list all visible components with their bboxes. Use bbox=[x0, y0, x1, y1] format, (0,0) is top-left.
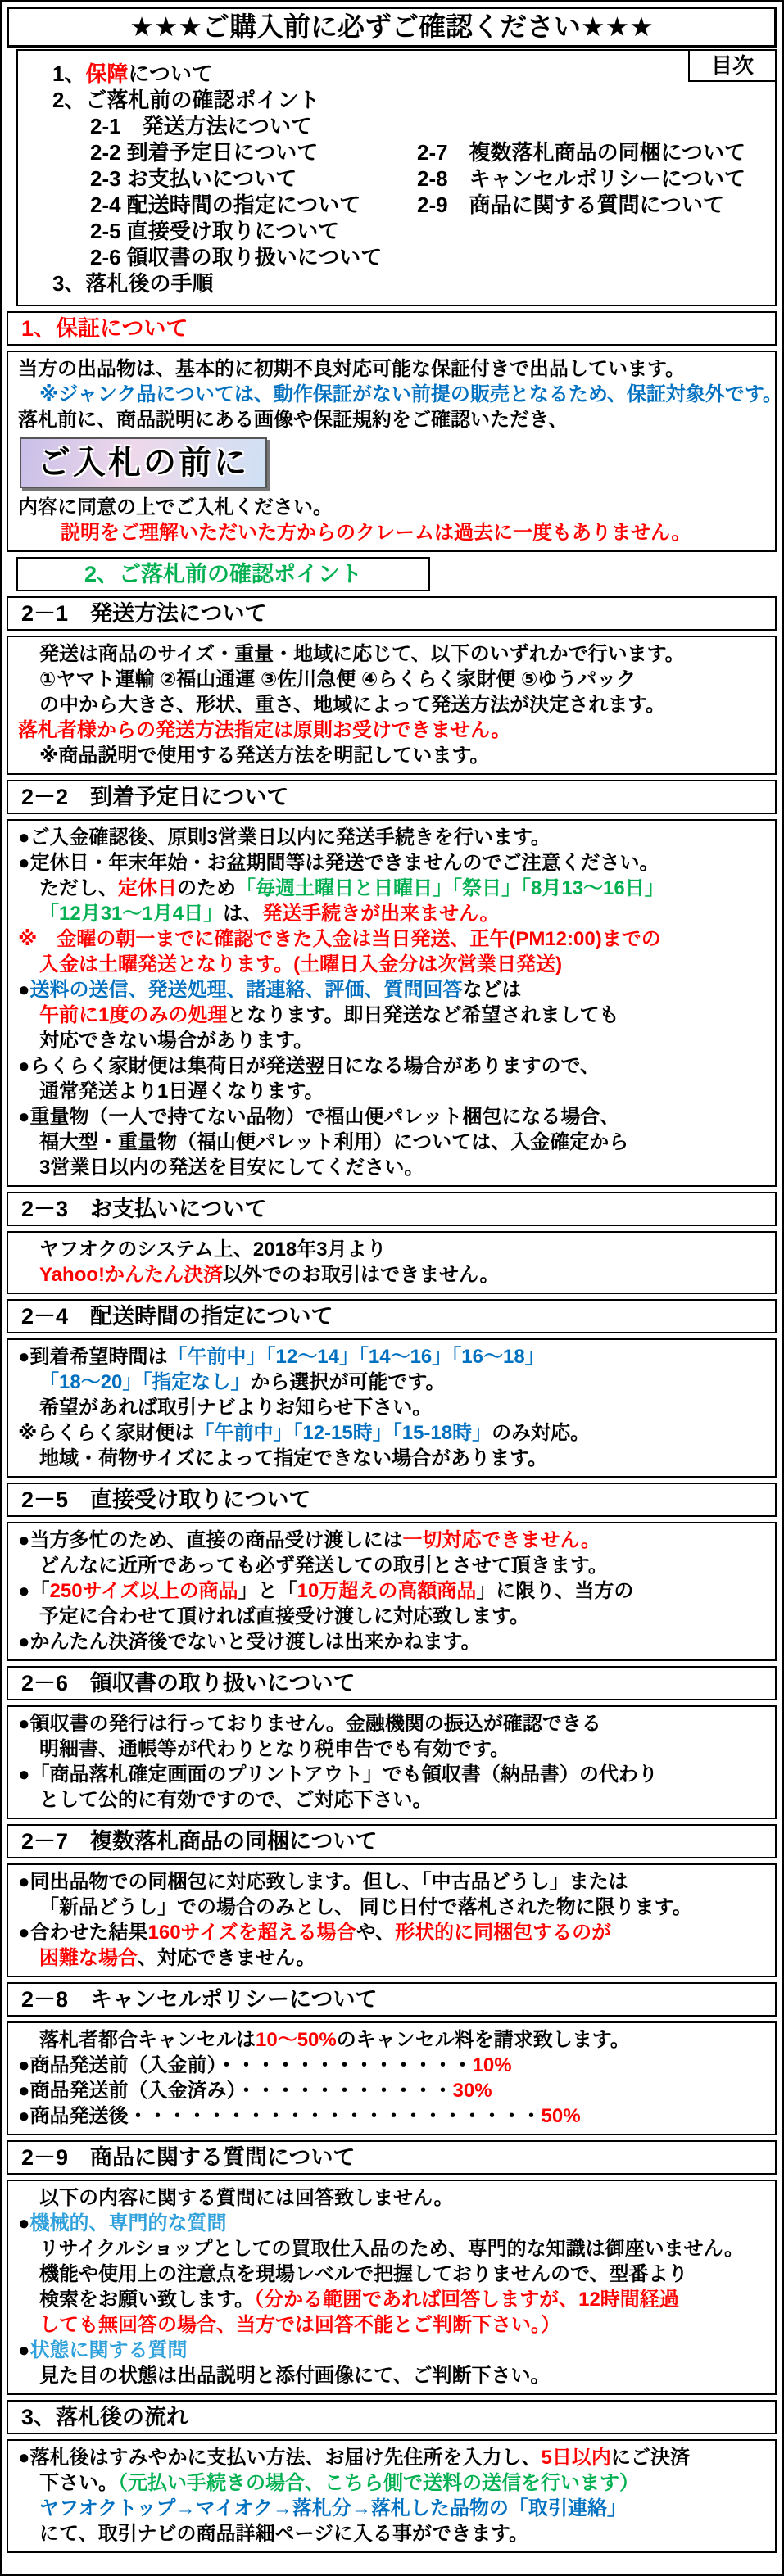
text-segment: 対応できない場合があります。 bbox=[39, 1030, 314, 1052]
text-line bbox=[18, 1762, 768, 1787]
text-line bbox=[18, 876, 768, 901]
text-line bbox=[18, 1344, 768, 1369]
text-line bbox=[18, 1578, 768, 1604]
text-segment: のため bbox=[177, 877, 236, 899]
text-line bbox=[18, 2312, 768, 2338]
text-line bbox=[18, 2261, 768, 2287]
text-line bbox=[18, 520, 768, 546]
text-line bbox=[18, 1420, 768, 1446]
section-body-receipt bbox=[7, 1705, 777, 1819]
section-body-cancel-policy bbox=[7, 2021, 777, 2135]
text-line bbox=[18, 495, 768, 520]
text-segment: しても無回答の場合、当方では回答不能とご判断下さい。） bbox=[39, 2314, 560, 2336]
text-line bbox=[18, 1079, 768, 1104]
text-line bbox=[18, 2445, 768, 2470]
page-title: ★★★ご購入前に必ずご確認ください★★★ bbox=[7, 7, 777, 48]
text-segment: について bbox=[128, 61, 213, 86]
text-segment: 160サイズを超える場合 bbox=[147, 1922, 356, 1944]
text-segment: 5日以内 bbox=[541, 2447, 611, 2469]
text-line bbox=[18, 407, 768, 432]
text-line bbox=[18, 1028, 768, 1053]
section-body-payment bbox=[7, 1231, 777, 1294]
text-line bbox=[52, 87, 767, 113]
text-segment: ● bbox=[18, 2212, 30, 2234]
section-title-questions: 2－9 商品に関する質問について bbox=[7, 2140, 777, 2175]
text-line bbox=[18, 1053, 768, 1079]
text-segment: 機械的、専門的な質問 bbox=[29, 2212, 227, 2234]
text-segment: （分かる範囲であれば回答しますが、12時間経過 bbox=[254, 2289, 679, 2311]
text-segment: （元払い手続きの場合、こちら側で送料の送信を行います） bbox=[118, 2472, 639, 2494]
text-line bbox=[18, 1920, 768, 1945]
text-segment: 落札者様からの発送方法指定は原則お受けできません。 bbox=[18, 719, 511, 741]
text-line bbox=[18, 641, 768, 667]
text-line bbox=[18, 2053, 768, 2078]
text-segment: 下さい。 bbox=[39, 2472, 118, 2494]
text-segment: どんなに近所であっても必ず発送しての取引とさせて頂きます。 bbox=[39, 1555, 608, 1577]
text-segment: 」に限り、当方の bbox=[476, 1580, 634, 1602]
text-line bbox=[18, 2027, 768, 2053]
text-segment: 「12月31～1月4日」 bbox=[39, 903, 224, 925]
text-line bbox=[52, 244, 767, 270]
text-segment: 予定に合わせて頂ければ直接受け渡しに対応致します。 bbox=[39, 1605, 530, 1628]
text-segment: ①ヤマト運輸 ②福山通運 ③佐川急便 ④らくらく家財便 ⑤ゆうパック bbox=[39, 668, 637, 690]
text-line bbox=[52, 218, 767, 244]
text-segment: ●ご入金確認後、原則3営業日以内に発送手続きを行います。 bbox=[18, 826, 551, 849]
text-segment: ※らくらく家財便は bbox=[18, 1422, 195, 1444]
section-title-direct-pickup: 2－5 直接受け取りについて bbox=[7, 1483, 777, 1517]
text-segment: ●商品発送後・・・・・・・・・・・・・・・・・・・・・ bbox=[18, 2105, 542, 2127]
text-line bbox=[18, 926, 768, 952]
text-segment: ● bbox=[18, 2339, 30, 2361]
text-line bbox=[18, 2521, 768, 2547]
text-segment: 検索をお願い致します。 bbox=[39, 2289, 255, 2311]
text-segment: ●領収書の発行は行っておりません。金融機関の振込が確認できる bbox=[18, 1713, 601, 1735]
text-segment: 明細書、通帳等が代わりとなり税申告でも有効です。 bbox=[39, 1738, 510, 1760]
text-segment: 1、 bbox=[52, 61, 86, 86]
text-segment: 「午前中」「12-15時」「15-18時」 bbox=[194, 1422, 492, 1444]
text-segment: ●定休日・年末年始・お盆期間等は発送できませんのでご注意ください。 bbox=[18, 852, 659, 874]
text-line bbox=[18, 1604, 768, 1629]
text-line bbox=[18, 1711, 768, 1736]
text-segment: 状態に関する質問 bbox=[29, 2339, 188, 2361]
section-body-bundling bbox=[7, 1863, 777, 1977]
text-segment: 2-6 領収書の取り扱いについて bbox=[90, 245, 383, 269]
text-line bbox=[18, 901, 768, 926]
text-line bbox=[18, 977, 768, 1003]
text-line bbox=[18, 667, 768, 692]
text-segment: 2-9 商品に関する質問について bbox=[417, 192, 725, 217]
text-line bbox=[18, 2363, 768, 2388]
text-line bbox=[18, 825, 768, 850]
text-segment: ●かんたん決済後でないと受け渡しは出来かねます。 bbox=[18, 1631, 481, 1653]
text-line bbox=[18, 692, 768, 718]
text-line bbox=[18, 2185, 768, 2211]
text-segment: などは bbox=[462, 979, 522, 1001]
text-segment: 困難な場合 bbox=[39, 1947, 138, 1969]
text-line bbox=[18, 1155, 768, 1180]
section-body-shipping-method bbox=[7, 636, 777, 775]
toc-box bbox=[16, 49, 777, 306]
text-segment: ●当方多忙のため、直接の商品受け渡しには bbox=[18, 1529, 403, 1551]
toc-tab-label: 目次 bbox=[688, 49, 777, 82]
text-line bbox=[18, 2496, 768, 2521]
text-line bbox=[52, 139, 767, 165]
text-segment: のみ対応。 bbox=[492, 1422, 591, 1444]
text-segment: にご決済 bbox=[610, 2447, 690, 2469]
text-line bbox=[52, 61, 767, 87]
text-segment: 送料の送信、発送処理、諸連絡、評価、質問回答 bbox=[29, 979, 463, 1001]
text-line bbox=[18, 2211, 768, 2236]
text-line bbox=[18, 356, 768, 382]
text-segment: ●「 bbox=[18, 1580, 50, 1602]
text-line bbox=[18, 1736, 768, 1762]
section-title-delivery-time: 2－4 配送時間の指定について bbox=[7, 1299, 777, 1333]
text-segment: から選択が可能です。 bbox=[250, 1371, 446, 1393]
section-body-delivery-time bbox=[7, 1338, 777, 1478]
text-line bbox=[18, 743, 768, 768]
text-line bbox=[18, 1369, 768, 1395]
text-line bbox=[52, 192, 767, 218]
text-segment: Yahoo!かんたん決済 bbox=[39, 1264, 224, 1286]
section-body-arrival-date bbox=[7, 819, 777, 1187]
warranty-text-bottom bbox=[18, 495, 768, 546]
text-line bbox=[52, 113, 767, 139]
section-title-arrival-date: 2－2 到着予定日について bbox=[7, 780, 777, 814]
text-segment: ●合わせた結果 bbox=[18, 1922, 148, 1944]
text-line bbox=[18, 952, 768, 977]
text-segment: 入金は土曜発送となります。(土曜日入金分は次営業日発送) bbox=[39, 953, 563, 976]
text-segment: として公的に有効ですので、ご対応下さい。 bbox=[39, 1789, 433, 1811]
text-segment: ヤフオクのシステム上、2018年3月より bbox=[39, 1238, 387, 1261]
text-segment: 10～50% bbox=[256, 2029, 337, 2051]
text-segment: ※ 金曜の朝一までに確認できた入金は当日発送、正午(PM12:00)までの bbox=[18, 928, 661, 950]
text-line bbox=[18, 850, 768, 876]
before-bidding-badge: ご入札の前に bbox=[20, 437, 267, 488]
text-segment: ※ジャンク品については、動作保証がない前提の販売となるため、保証対象外です。 bbox=[39, 383, 783, 405]
text-segment: 2-2 到着予定日について bbox=[90, 140, 319, 165]
text-line bbox=[18, 2338, 768, 2363]
text-segment: 「毎週土曜日と日曜日」「祭日」「8月13～16日」 bbox=[236, 877, 664, 899]
text-segment: 」と「 bbox=[238, 1580, 297, 1602]
text-line bbox=[18, 1262, 768, 1288]
text-segment: 2-8 キャンセルポリシーについて bbox=[417, 166, 746, 191]
text-segment: 2、ご落札前の確認ポイント bbox=[52, 88, 320, 112]
section-title-bundling: 2－7 複数落札商品の同梱について bbox=[7, 1824, 777, 1858]
text-segment: 2-1 発送方法について bbox=[90, 114, 313, 138]
text-segment: 説明をご理解いただいた方からのクレームは過去に一度もありません。 bbox=[61, 522, 691, 544]
text-segment: 一切対応できません。 bbox=[402, 1529, 600, 1551]
text-line bbox=[18, 1787, 768, 1813]
text-line bbox=[18, 1237, 768, 1262]
text-segment: 発送手続きが出来ません。 bbox=[262, 903, 500, 925]
text-segment: 地域・荷物サイズによって指定できない場合があります。 bbox=[39, 1447, 548, 1469]
text-segment: 「18～20」「指定なし」 bbox=[39, 1371, 251, 1393]
section-title-shipping-method: 2－1 発送方法について bbox=[7, 596, 777, 631]
text-segment: 通常発送より1日遅くなります。 bbox=[39, 1080, 324, 1102]
text-segment: 定休日 bbox=[118, 877, 177, 899]
text-segment: 「新品どうし」での場合のみとし、 同じ日付で落札された物に限ります。 bbox=[39, 1896, 692, 1918]
text-segment: ●商品発送前（入金済み）・・・・・・・・・・・ bbox=[18, 2080, 453, 2102]
text-segment: 「午前中」「12～14」「14～16」「16～18」 bbox=[167, 1346, 545, 1368]
text-segment: ●重量物（一人で持てない品物）で福山便パレット梱包になる場合、 bbox=[18, 1106, 620, 1128]
text-line bbox=[18, 2103, 768, 2129]
text-segment: の中から大きさ、形状、重さ、地域によって発送方法が決定されます。 bbox=[39, 694, 666, 716]
text-line bbox=[18, 1104, 768, 1130]
section-title-receipt: 2－6 領収書の取り扱いについて bbox=[7, 1666, 777, 1700]
text-line bbox=[18, 382, 783, 407]
text-segment: 10% bbox=[472, 2054, 512, 2076]
text-segment: 機能や使用上の注意点を現場レベルで把握しておりませんので、型番より bbox=[39, 2263, 688, 2285]
text-segment: 2-5 直接受け取りについて bbox=[90, 219, 340, 243]
text-line bbox=[18, 2078, 768, 2103]
section-body-direct-pickup bbox=[7, 1522, 777, 1661]
section-title-warranty: 1、保証について bbox=[7, 311, 777, 346]
text-segment: 内容に同意の上でご入札ください。 bbox=[18, 496, 333, 518]
text-segment: 3、落札後の手順 bbox=[52, 271, 214, 296]
section-body-questions bbox=[7, 2180, 777, 2395]
text-line bbox=[52, 270, 767, 297]
section-body-after-winning bbox=[7, 2439, 777, 2553]
text-segment: ●到着希望時間は bbox=[18, 1346, 168, 1368]
text-segment: ● bbox=[18, 979, 30, 1001]
text-segment: のキャンセル料を請求致します。 bbox=[336, 2029, 630, 2051]
text-segment: 希望があれば取引ナビよりお知らせ下さい。 bbox=[39, 1397, 433, 1419]
text-line bbox=[18, 1945, 768, 1971]
text-line bbox=[18, 1553, 768, 1578]
text-segment: 落札前に、商品説明にある画像や保証規約をご確認いただき、 bbox=[18, 409, 569, 431]
text-segment: 以下の内容に関する質問には回答致しません。 bbox=[39, 2187, 454, 2209]
text-line bbox=[18, 1629, 768, 1655]
text-line bbox=[18, 1395, 768, 1420]
section-body-warranty bbox=[7, 351, 783, 552]
text-segment: リサイクルショップとしての買取仕入品のため、専門的な知識は御座いません。 bbox=[39, 2238, 745, 2260]
text-segment: 以外でのお取引はできません。 bbox=[223, 1264, 500, 1286]
text-segment: 見た目の状態は出品説明と添付画像にて、ご判断下さい。 bbox=[39, 2365, 551, 2387]
text-segment: や、 bbox=[356, 1922, 396, 1944]
text-segment: となります。即日発送など希望されましても bbox=[227, 1004, 619, 1026]
text-segment: 、対応できません。 bbox=[138, 1947, 316, 1969]
text-segment: 午前に1度のみの処理 bbox=[39, 1004, 228, 1026]
text-segment: 2-4 配送時間の指定について bbox=[90, 192, 361, 217]
text-segment: 50% bbox=[541, 2105, 581, 2127]
text-segment: 福大型・重量物（福山便パレット利用）については、入金確定から bbox=[39, 1131, 629, 1153]
text-segment: ただし、 bbox=[39, 877, 118, 899]
text-segment: ●「商品落札確定画面のプリントアウト」でも領収書（納品書）の代わり bbox=[18, 1763, 658, 1786]
text-line bbox=[18, 2470, 768, 2496]
toc-rows bbox=[52, 61, 767, 297]
text-segment: 3営業日以内の発送を目安にしてください。 bbox=[39, 1157, 424, 1179]
text-segment: 30% bbox=[452, 2080, 492, 2102]
section-title-cancel-policy: 2－8 キャンセルポリシーについて bbox=[7, 1982, 777, 2017]
text-segment: 10万超えの高額商品 bbox=[297, 1580, 477, 1602]
text-segment: 当方の出品物は、基本的に初期不良対応可能な保証付きで出品しています。 bbox=[18, 358, 686, 380]
text-line bbox=[18, 1446, 768, 1471]
text-segment: 保障 bbox=[85, 61, 129, 86]
text-line bbox=[18, 1528, 768, 1553]
section-title-pre-bid-points: 2、ご落札前の確認ポイント bbox=[16, 557, 430, 591]
section-title-payment: 2－3 お支払いについて bbox=[7, 1192, 777, 1226]
text-segment: ヤフオクトップ→マイオク→落札分→落札した品物の「取引連絡」 bbox=[39, 2497, 627, 2519]
text-segment: ●らくらく家財便は集荷日が発送翌日になる場合がありますので、 bbox=[18, 1055, 600, 1077]
text-segment: 2-3 お支払いについて bbox=[90, 166, 297, 191]
text-line bbox=[18, 718, 768, 743]
text-line bbox=[18, 1869, 768, 1895]
text-segment: にて、取引ナビの商品詳細ページに入る事ができます。 bbox=[39, 2523, 529, 2545]
text-line bbox=[18, 1130, 768, 1155]
badge-row bbox=[20, 437, 768, 488]
text-segment: ●商品発送前（入金前）・・・・・・・・・・・・・ bbox=[18, 2054, 473, 2076]
text-line bbox=[18, 1895, 768, 1920]
warranty-text-top bbox=[18, 356, 783, 432]
text-segment: 落札者都合キャンセルは bbox=[39, 2029, 256, 2051]
text-segment: ●落札後はすみやかに支払い方法、お届け先住所を入力し、 bbox=[18, 2447, 542, 2469]
text-line bbox=[52, 165, 767, 192]
section-title-after-winning: 3、落札後の流れ bbox=[7, 2400, 777, 2434]
text-segment: 形状的に同梱包するのが bbox=[395, 1922, 612, 1944]
text-segment: は、 bbox=[223, 903, 263, 925]
text-segment: 250サイズ以上の商品 bbox=[49, 1580, 238, 1602]
text-line bbox=[18, 2287, 768, 2312]
text-line bbox=[18, 2236, 768, 2261]
text-line bbox=[18, 1003, 768, 1028]
text-segment: 発送は商品のサイズ・重量・地域に応じて、以下のいずれかで行います。 bbox=[39, 643, 685, 665]
text-segment: 2-7 複数落札商品の同梱について bbox=[417, 140, 746, 165]
text-segment: ●同出品物での同梱包に対応致します。但し、「中古品どうし」または bbox=[18, 1871, 628, 1893]
text-segment: ※商品説明で使用する発送方法を明記しています。 bbox=[39, 745, 490, 767]
